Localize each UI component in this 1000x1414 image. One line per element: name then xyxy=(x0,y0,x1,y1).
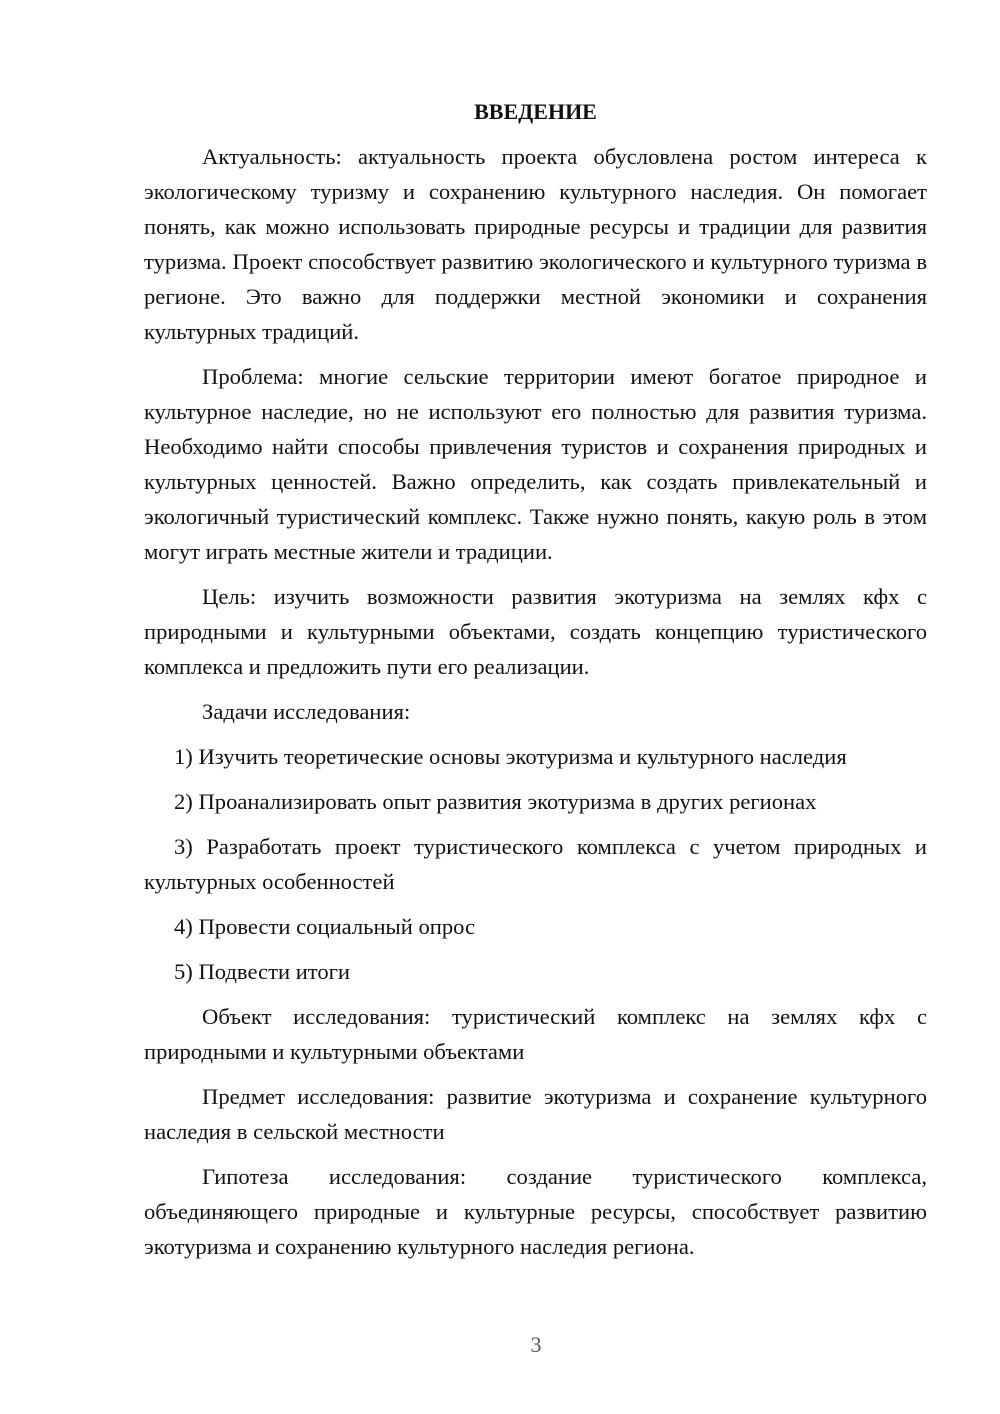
tasks-heading: Задачи исследования: xyxy=(202,699,411,724)
list-item: 1) Изучить теоретические основы экотуризма и культурного наследия xyxy=(174,744,847,769)
page-content xyxy=(144,94,927,1274)
paragraph-subject: Предмет исследования: развитие экотуризма и сохранение культурного наследия в сельской местности xyxy=(144,1084,927,1144)
list-item: 4) Провести социальный опрос xyxy=(174,914,476,939)
paragraph-goal: Цель: изучить возможности развития экотуризма на землях кфх с природными и культурными объектами, создать концепцию туристического комплекса и предложить пути его реализации. xyxy=(144,584,927,679)
paragraph-relevance: Актуальность: актуальность проекта обусловлена ростом интереса к экологическому туризму и сохранению культурного наследия. Он помогает понять, как можно использовать природные ресурсы и традиции для развития туризма. Проект способствует развитию экологического и культурного туризма в регионе. Это важно для поддержки местной экономики и сохранения культурных традиций. xyxy=(144,144,927,344)
paragraph-object: Объект исследования: туристический комплекс на землях кфх с природными и культурными объектами xyxy=(144,1004,927,1064)
tasks-list xyxy=(144,739,927,989)
paragraph-hypothesis: Гипотеза исследования: создание туристического комплекса, объединяющего природные и культурные ресурсы, способствует развитию экотуризма и сохранению культурного наследия региона. xyxy=(144,1164,927,1259)
list-item: 2) Проанализировать опыт развития экотуризма в других регионах xyxy=(174,789,817,814)
list-item: 3) Разработать проект туристического комплекса с учетом природных и культурных особенностей xyxy=(144,834,927,894)
page-number: 3 xyxy=(530,1332,542,1357)
paragraph-problem: Проблема: многие сельские территории имеют богатое природное и культурное наследие, но не используют его полностью для развития туризма. Необходимо найти способы привлечения туристов и сохранения природных и культурных ценностей. Важно определить, как создать привлекательный и экологичный туристический комплекс. Также нужно понять, какую роль в этом могут играть местные жители и традиции. xyxy=(144,364,927,564)
list-item: 5) Подвести итоги xyxy=(174,959,351,984)
page-title: ВВЕДЕНИЕ xyxy=(474,99,597,124)
